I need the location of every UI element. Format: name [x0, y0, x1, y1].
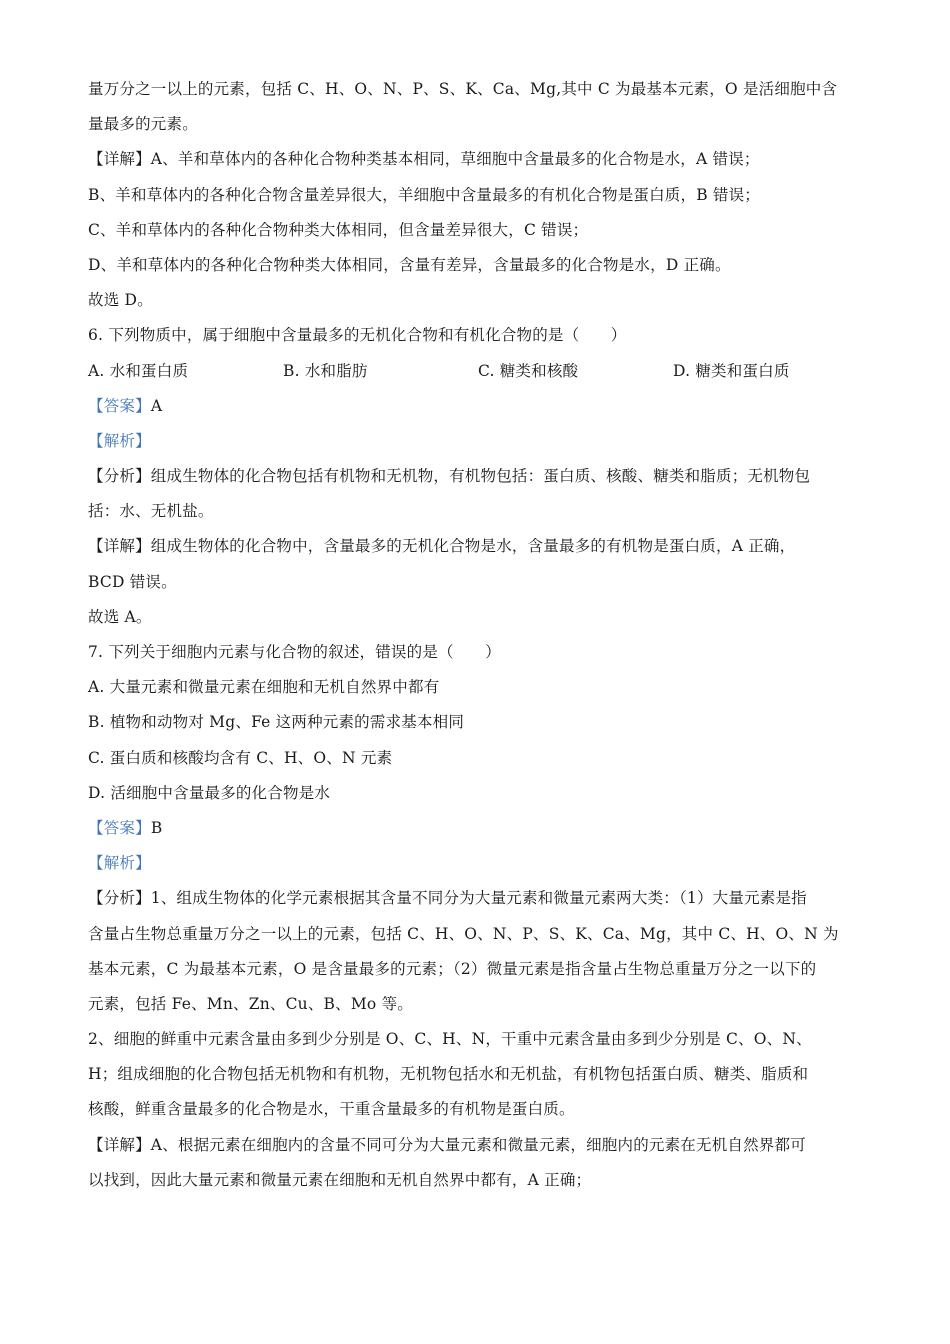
text-line: 【详解】A、根据元素在细胞内的含量不同可分为大量元素和微量元素，细胞内的元素在无机自然界都可 [88, 1135, 806, 1154]
text-line: 【分析】1、组成生物体的化学元素根据其含量不同分为大量元素和微量元素两大类：（1）大量元素是指 [88, 889, 807, 908]
option-d: D. 糖类和蛋白质 [673, 361, 790, 380]
option-c: C. 蛋白质和核酸均含有 C、H、O、N 元素 [88, 748, 393, 767]
analysis-line [88, 424, 868, 459]
analysis-line [88, 846, 868, 881]
text-line: 括：水、无机盐。 [88, 502, 214, 521]
analysis-tag: 【解析】 [88, 431, 151, 450]
answer-value: B [150, 818, 163, 837]
answer-line [88, 389, 868, 424]
question-6-stem: 6. 下列物质中，属于细胞中含量最多的无机化合物和有机化合物的是（ ） [88, 326, 627, 345]
answer-tag: 【答案】 [88, 396, 151, 415]
text-line: 基本元素，C 为最基本元素，O 是含量最多的元素；（2）微量元素是指含量占生物总重量万分之一以下的 [88, 959, 817, 978]
text-line: 【详解】组成生物体的化合物中，含量最多的无机化合物是水，含量最多的有机物是蛋白质，A 正确， [88, 537, 796, 556]
text-line: 量最多的元素。 [88, 115, 198, 134]
text-line: 量万分之一以上的元素，包括 C、H、O、N、P、S、K、Ca、Mg,其中 C 为最基本元素，O 是活细胞中含 [88, 80, 838, 98]
option-b: B. 植物和动物对 Mg、Fe 这两种元素的需求基本相同 [88, 713, 465, 732]
question-6-options [88, 354, 868, 389]
text-line: B、羊和草体内的各种化合物含量差异很大，羊细胞中含量最多的有机化合物是蛋白质，B 错误； [88, 185, 761, 204]
text-line: D、羊和草体内的各种化合物种类大体相同，含量有差异，含量最多的化合物是水，D 正确。 [88, 255, 731, 274]
analysis-tag: 【解析】 [88, 854, 151, 873]
text-line: 故选 A。 [88, 607, 152, 626]
answer-value: A [150, 396, 163, 415]
text-line: C、羊和草体内的各种化合物种类大体相同，但含量差异很大，C 错误； [88, 220, 589, 239]
text-line: 故选 D。 [88, 291, 153, 310]
text-line: BCD 错误。 [88, 572, 177, 591]
document-page [88, 72, 868, 1198]
text-line: H；组成细胞的化合物包括无机物和有机物，无机物包括水和无机盐，有机物包括蛋白质、糖类、脂质和 [88, 1065, 809, 1084]
answer-line [88, 811, 868, 846]
text-line: 【分析】组成生物体的化合物包括有机物和无机物，有机物包括：蛋白质、核酸、糖类和脂质；无机物包 [88, 467, 811, 486]
option-a: A. 水和蛋白质 [88, 361, 189, 380]
text-line: 核酸，鲜重含量最多的化合物是水，干重含量最多的有机物是蛋白质。 [88, 1100, 575, 1119]
text-line: 含量占生物总重量万分之一以上的元素，包括 C、H、O、N、P、S、K、Ca、Mg，其中 C、H、O、N 为 [88, 924, 839, 943]
question-7-stem: 7. 下列关于细胞内元素与化合物的叙述，错误的是（ ） [88, 643, 501, 661]
text-line: 2、细胞的鲜重中元素含量由多到少分别是 O、C、H、N，干重中元素含量由多到少分别是 C、O、N、 [88, 1030, 812, 1049]
option-a: A. 大量元素和微量元素在细胞和无机自然界中都有 [88, 678, 440, 697]
text-line: 以找到，因此大量元素和微量元素在细胞和无机自然界中都有，A 正确； [88, 1170, 592, 1189]
option-d: D. 活细胞中含量最多的化合物是水 [88, 783, 331, 802]
text-line: 元素，包括 Fe、Mn、Zn、Cu、B、Mo 等。 [88, 994, 413, 1013]
option-c: C. 糖类和核酸 [478, 361, 579, 380]
option-b: B. 水和脂肪 [283, 361, 368, 380]
answer-tag: 【答案】 [88, 818, 151, 837]
text-line: 【详解】A、羊和草体内的各种化合物种类基本相同，草细胞中含量最多的化合物是水，A 错误； [88, 150, 760, 169]
